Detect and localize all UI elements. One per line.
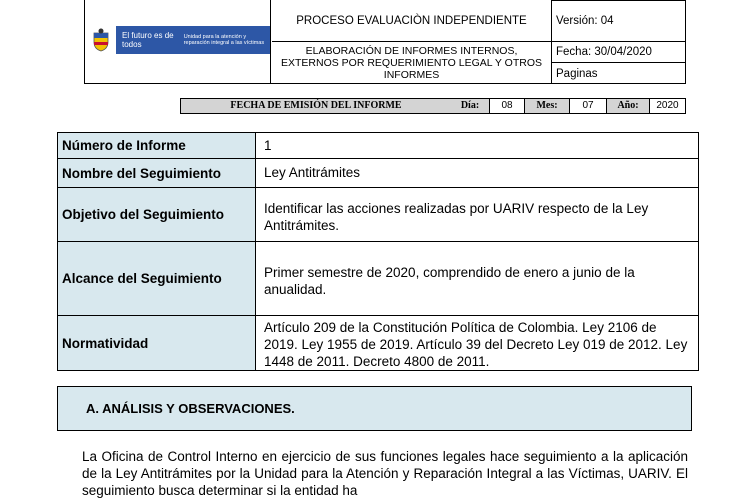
day-label: Día: (460, 100, 480, 111)
version-field: Versión: 04 (552, 0, 686, 42)
row-label: Normatividad (58, 316, 256, 370)
year-label: Año: (617, 100, 639, 111)
row-label: Nombre del Seguimiento (58, 159, 256, 187)
table-row (58, 316, 698, 370)
body-paragraph: La Oficina de Control Interno en ejercicio de sus funciones legales hace seguimiento a la aplicación de la Ley Antitrámites por la Unidad para la Atención y Reparación Integral a las Víctimas, UARIV. El seguimiento busca determinar si la entidad ha (82, 449, 688, 498)
row-value: Primer semestre de 2020, comprendido de enero a junio de la anualidad. (264, 265, 635, 297)
table-row (58, 242, 698, 316)
day-value: 08 (489, 99, 525, 113)
row-value: Artículo 209 de la Constitución Política de Colombia. Ley 2106 de 2019. Ley 1955 de 2019. Artículo 39 del Decreto Ley 019 de 2012. Ley 1448 de 2011. Decreto 4800 de 2011. (264, 320, 688, 369)
row-value: Identificar las acciones realizadas por UARIV respecto de la Ley Antitrámites. (264, 201, 649, 233)
section-a-heading: A. ANÁLISIS Y OBSERVACIONES. (57, 386, 692, 431)
report-info-table (57, 132, 699, 371)
entity-logo-band (116, 26, 270, 54)
emission-date-row (180, 98, 686, 114)
pages-field: Paginas (556, 67, 598, 80)
table-row (58, 188, 698, 242)
row-label: Alcance del Seguimiento (58, 242, 256, 315)
row-value: Ley Antitrámites (264, 165, 361, 180)
month-value: 07 (569, 99, 607, 113)
table-row (58, 159, 698, 188)
date-field: Fecha: 30/04/2020 (552, 42, 686, 63)
year-value: 2020 (649, 99, 685, 113)
row-label: Objetivo del Seguimiento (58, 188, 256, 241)
process-name: PROCESO EVALUACIÒN INDEPENDIENTE (272, 0, 552, 42)
colombia-coat-of-arms-icon (91, 28, 111, 52)
month-label: Mes: (536, 100, 558, 111)
emission-label: FECHA DE EMISIÓN DEL INFORME (230, 100, 402, 111)
logo-entity-name: Unidad para la atención y reparación integral a las víctimas (183, 33, 265, 46)
table-row (58, 133, 698, 159)
row-value: 1 (264, 138, 272, 153)
document-title: ELABORACIÓN DE INFORMES INTERNOS, EXTERNOS POR REQUERIMIENTO LEGAL Y OTROS INFORMES (272, 42, 552, 84)
logo-slogan: El futuro es de todos (122, 31, 174, 49)
row-label: Número de Informe (58, 133, 256, 158)
